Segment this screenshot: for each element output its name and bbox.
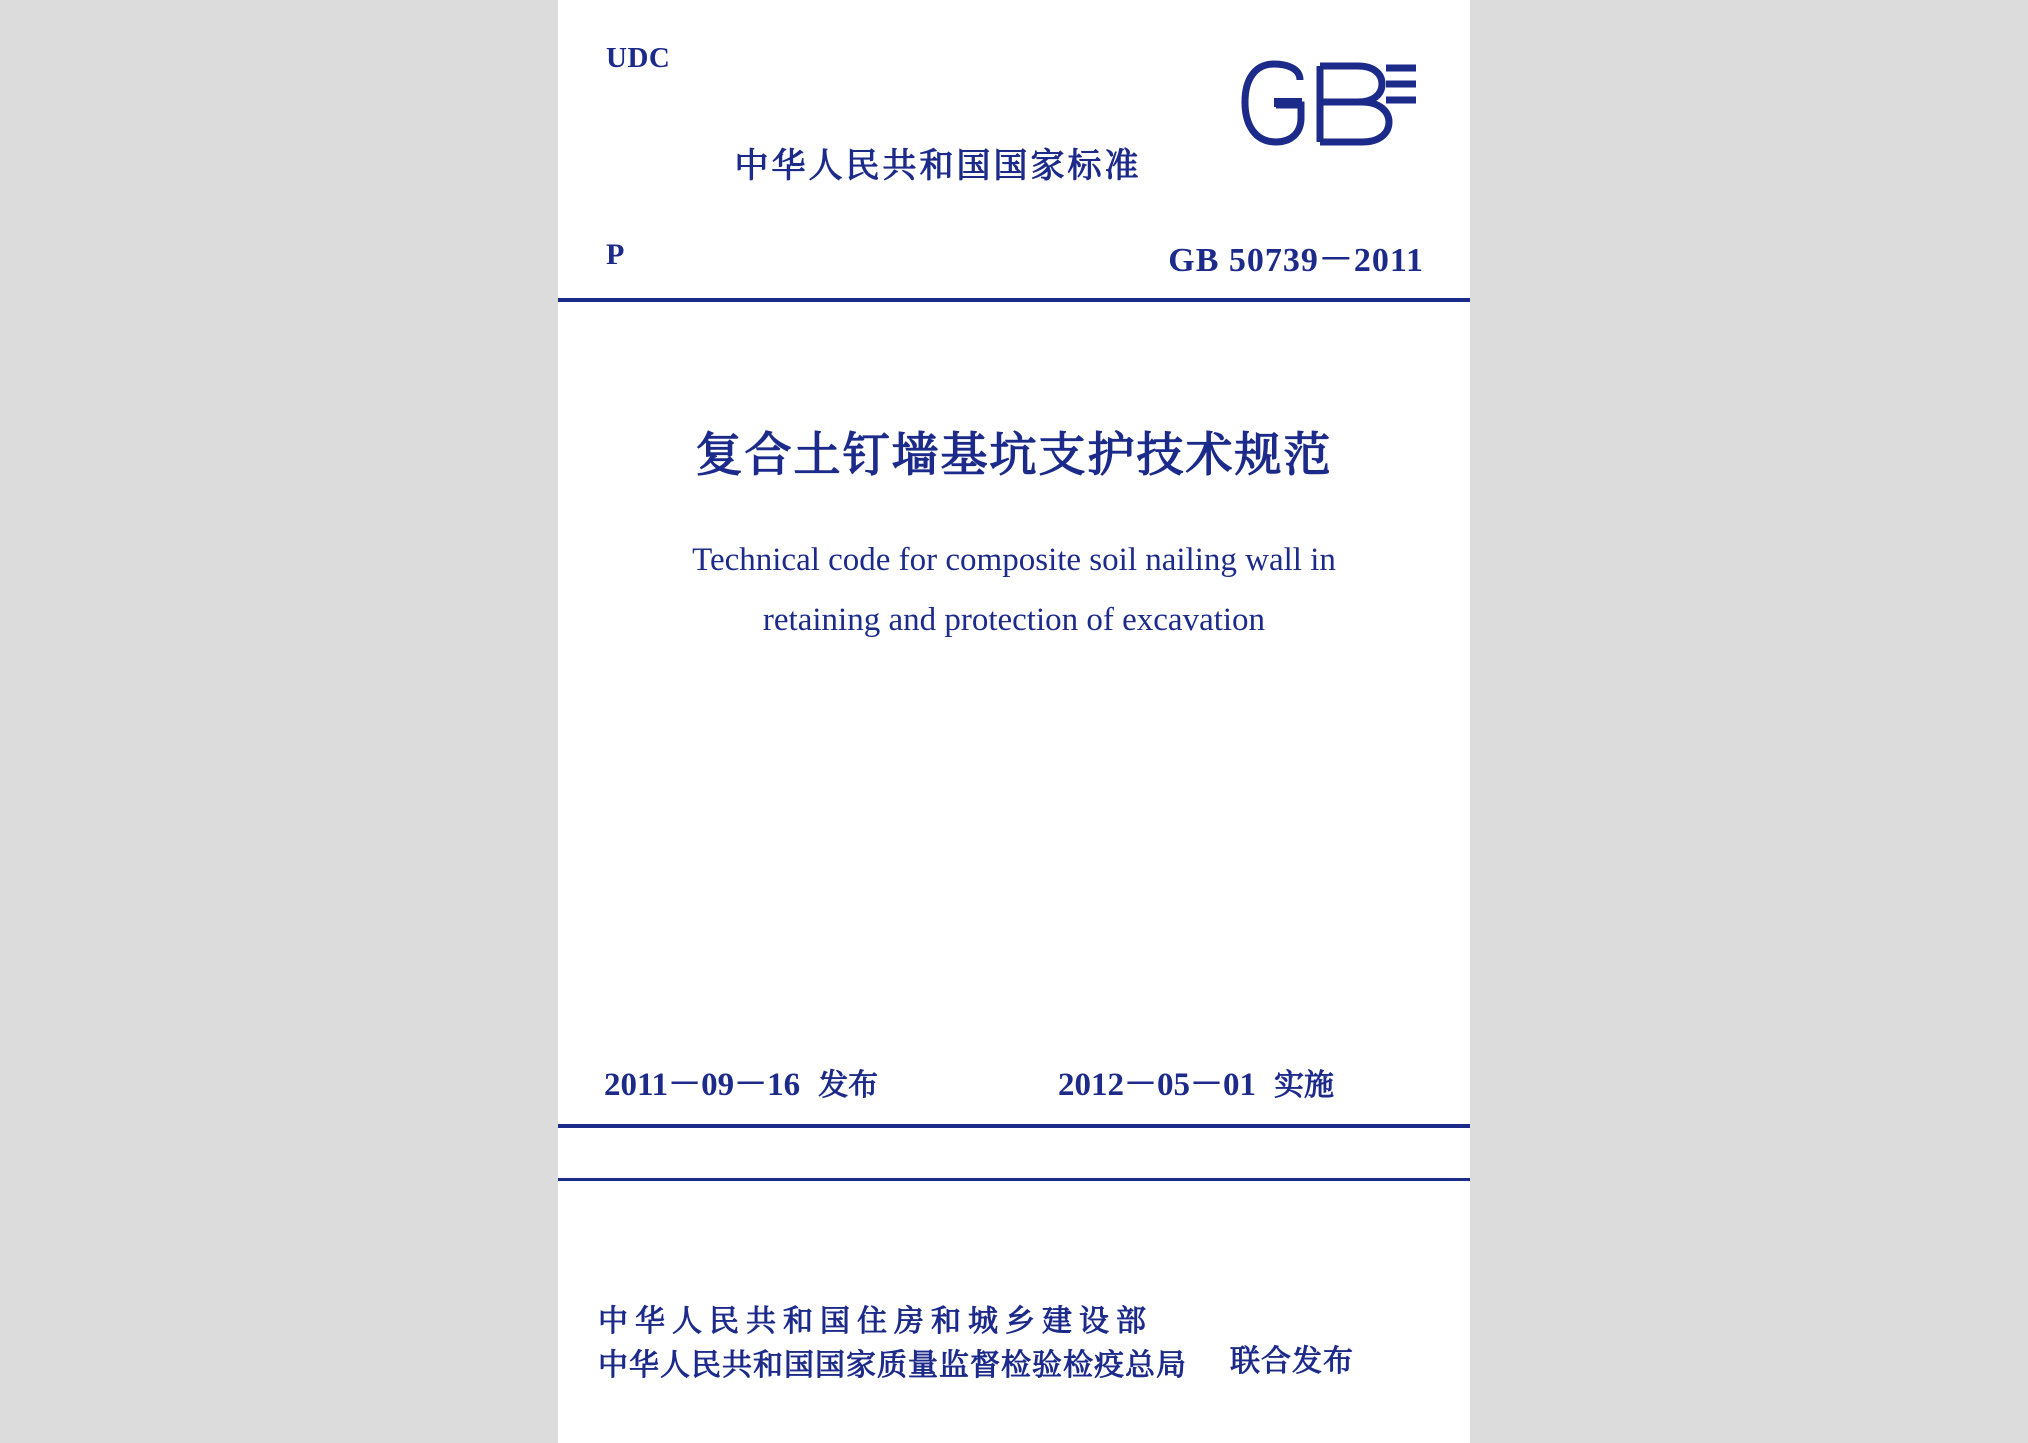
divider-bottom-secondary — [558, 1178, 1470, 1181]
effective-date-block — [1058, 1058, 1334, 1105]
issue-label: 发布 — [818, 1068, 879, 1103]
issue-date-block — [604, 1058, 878, 1105]
title-english-line1: Technical code for composite soil nailing wall in — [692, 542, 1336, 578]
gb-logo-icon — [1238, 58, 1424, 150]
title-chinese: 复合土钉墙基坑支护技术规范 — [695, 428, 1333, 483]
publisher-line-2: 中华人民共和国国家质量监督检验检疫总局 — [598, 1348, 1187, 1383]
divider-bottom — [558, 1124, 1470, 1128]
effective-date: 2012－05－01 — [1058, 1067, 1256, 1103]
document-cover-page — [558, 0, 1470, 1443]
title-english-line2: retaining and protection of excavation — [762, 602, 1266, 638]
title-english — [618, 530, 1410, 650]
p-classification-mark: P — [606, 238, 625, 271]
national-standard-heading: 中华人民共和国国家标准 — [734, 146, 1142, 186]
issue-date: 2011－09－16 — [604, 1067, 801, 1103]
udc-label: UDC — [606, 42, 671, 74]
divider-top — [558, 298, 1470, 302]
publisher-line-1: 中华人民共和国住房和城乡建设部 — [598, 1304, 1153, 1339]
standard-number: GB 50739－2011 — [1168, 242, 1424, 279]
effective-label: 实施 — [1274, 1068, 1334, 1103]
publisher-block — [598, 1300, 1218, 1388]
joint-publish-label: 联合发布 — [1230, 1344, 1354, 1379]
